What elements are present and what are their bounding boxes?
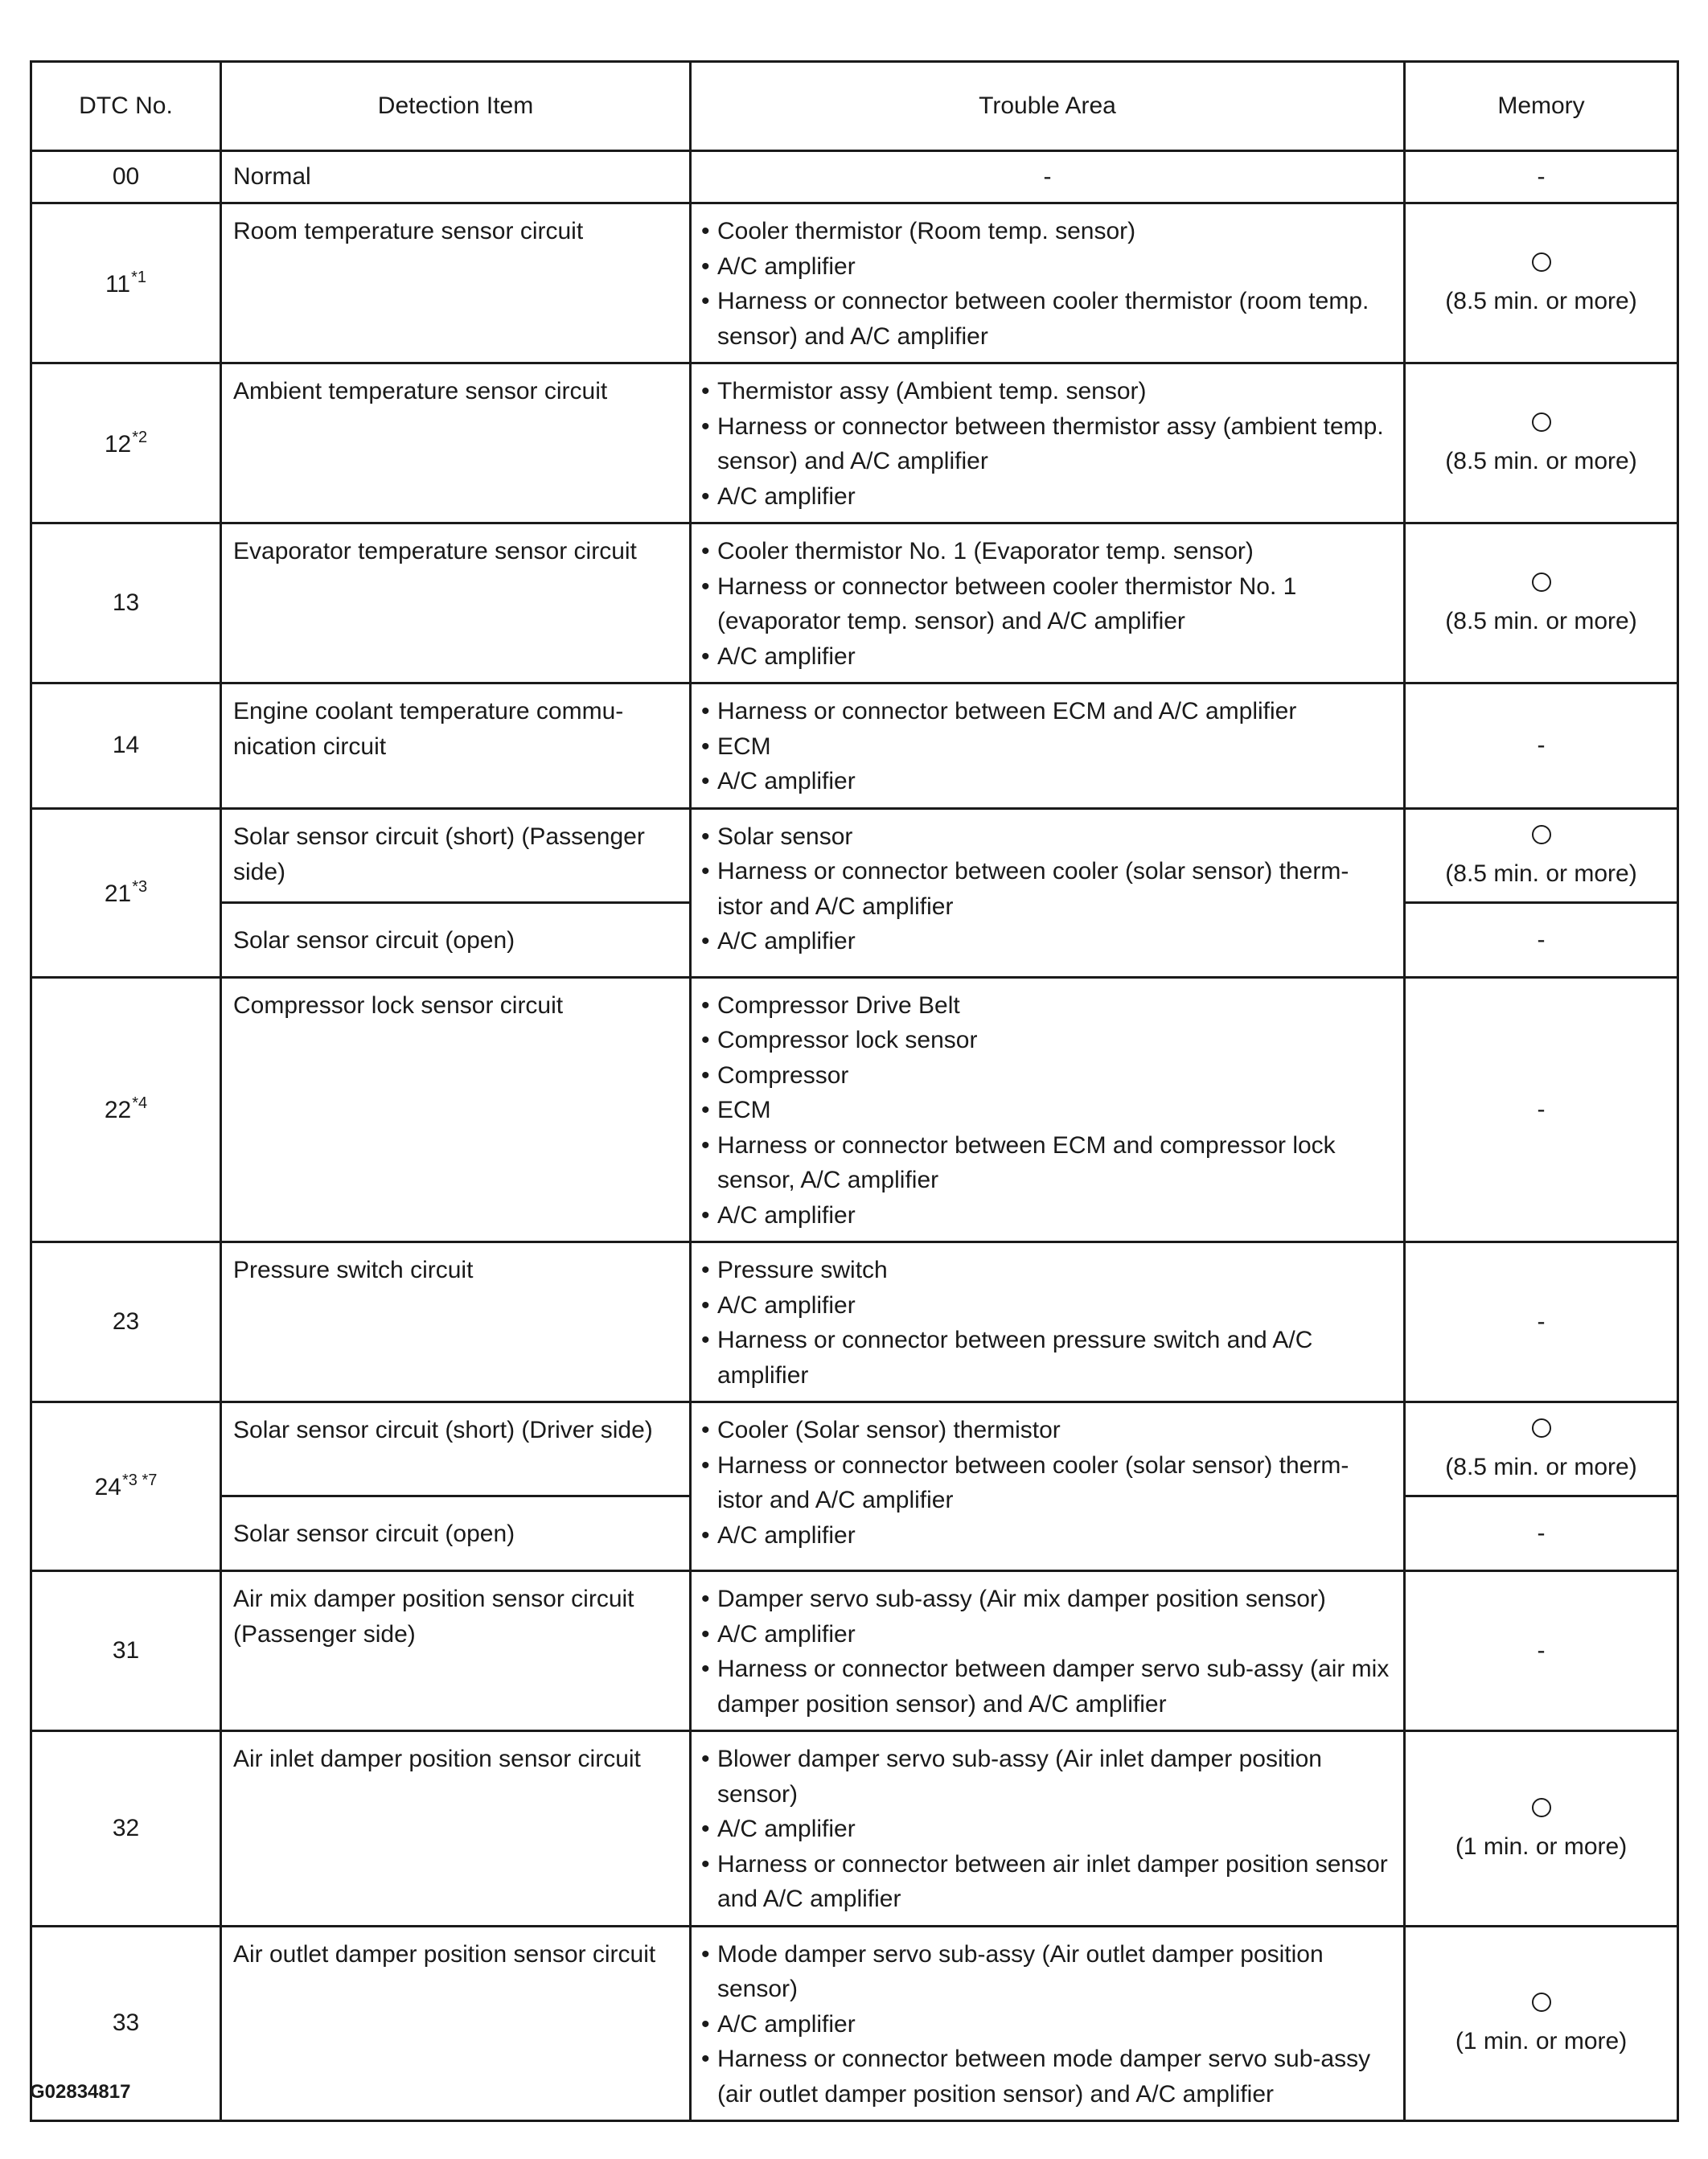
trouble-area-item: • A/C amplifier: [701, 764, 1394, 799]
trouble-area-list: [701, 1742, 1394, 1917]
trouble-area-item: • Solar sensor: [701, 819, 1394, 855]
memory-text: (1 min. or more): [1455, 1833, 1628, 1860]
trouble-area-item: • Mode damper servo sub-assy (Air outlet damper position sensor): [701, 1937, 1394, 2007]
memory-circle-icon: [1532, 573, 1551, 592]
trouble-area-item: • Harness or connector between pressure switch and A/C amplifier: [701, 1323, 1394, 1393]
dtc-code: [31, 977, 221, 1242]
trouble-area-item: • Harness or connector between cooler (solar sensor) therm-istor and A/C amplifier: [701, 854, 1394, 924]
memory-cell: [1405, 203, 1678, 363]
trouble-area-list: [701, 988, 1394, 1233]
memory-cell: [1405, 363, 1678, 523]
trouble-area: [691, 203, 1405, 363]
table-row: [31, 523, 1678, 683]
trouble-area-item: • A/C amplifier: [701, 1288, 1394, 1324]
memory-cell: [1405, 523, 1678, 683]
memory-text: -: [1537, 1308, 1546, 1335]
trouble-area-item: • ECM: [701, 729, 1394, 765]
dtc-code: [31, 363, 221, 523]
memory-circle-icon: [1532, 1798, 1551, 1817]
dtc-code: [31, 203, 221, 363]
detection-item: Air mix damper position sensor circuit (Passenger side): [221, 1571, 691, 1731]
figure-id: G02834817: [30, 2081, 131, 2103]
trouble-area-item: • Cooler (Solar sensor) thermistor: [701, 1413, 1394, 1448]
table-row: [31, 977, 1678, 1242]
table-row: [31, 808, 1678, 902]
trouble-area-list: [701, 374, 1394, 514]
trouble-area-list: [701, 214, 1394, 354]
trouble-area-item: • A/C amplifier: [701, 1812, 1394, 1847]
table-row: [31, 1402, 1678, 1496]
trouble-area-item: • Compressor: [701, 1058, 1394, 1094]
trouble-area: [691, 1402, 1405, 1571]
dtc-footnote-mark: *3: [132, 877, 148, 896]
trouble-area: [691, 1926, 1405, 2121]
memory-text: (8.5 min. or more): [1445, 288, 1637, 314]
detection-item: Solar sensor circuit (open): [221, 902, 691, 977]
header-memory: Memory: [1405, 62, 1678, 151]
trouble-area: [691, 1571, 1405, 1731]
table-row: [31, 1242, 1678, 1402]
dtc-code-text: 21: [104, 880, 132, 907]
trouble-area-item: • Pressure switch: [701, 1253, 1394, 1288]
detection-item: Compressor lock sensor circuit: [221, 977, 691, 1242]
trouble-area: [691, 151, 1405, 203]
trouble-area-item: • Damper servo sub-assy (Air mix damper position sensor): [701, 1582, 1394, 1617]
detection-item: Air outlet damper position sensor circuit: [221, 1926, 691, 2121]
trouble-area-list: [701, 1937, 1394, 2112]
trouble-area: [691, 1242, 1405, 1402]
memory-text: -: [1537, 1637, 1546, 1664]
trouble-area-item: • A/C amplifier: [701, 249, 1394, 285]
detection-item: Engine coolant temperature commu-nication circuit: [221, 683, 691, 809]
trouble-area-item: • Harness or connector between cooler (solar sensor) therm-istor and A/C amplifier: [701, 1448, 1394, 1518]
trouble-area-item: • Compressor lock sensor: [701, 1023, 1394, 1058]
detection-item: Pressure switch circuit: [221, 1242, 691, 1402]
memory-circle-icon: [1532, 1993, 1551, 2012]
dtc-code: [31, 1571, 221, 1731]
trouble-area-item: • A/C amplifier: [701, 1198, 1394, 1233]
table-row: [31, 1731, 1678, 1927]
detection-item: Evaporator temperature sensor circuit: [221, 523, 691, 683]
trouble-area-list: [701, 1253, 1394, 1393]
trouble-area-item: • Harness or connector between thermistor assy (ambient temp. sensor) and A/C amplifier: [701, 409, 1394, 479]
trouble-area-item: • Cooler thermistor (Room temp. sensor): [701, 214, 1394, 249]
dtc-code-text: 33: [112, 2009, 140, 2037]
memory-cell: [1405, 1242, 1678, 1402]
memory-cell: [1405, 1496, 1678, 1571]
trouble-area-item: • A/C amplifier: [701, 1617, 1394, 1652]
memory-circle-icon: [1532, 1418, 1551, 1438]
trouble-area-list: [701, 694, 1394, 799]
trouble-area-item: • Harness or connector between cooler thermistor No. 1 (evaporator temp. sensor) and A/C amplifier: [701, 569, 1394, 639]
detection-item: Solar sensor circuit (short) (Passenger side): [221, 808, 691, 902]
table-row: [31, 1926, 1678, 2121]
trouble-area-item: • ECM: [701, 1093, 1394, 1128]
dtc-code-text: 11: [105, 270, 131, 298]
dtc-code-text: 23: [112, 1308, 140, 1335]
trouble-area-item: • A/C amplifier: [701, 639, 1394, 675]
dtc-code-text: 22: [104, 1097, 132, 1124]
dtc-code: [31, 523, 221, 683]
table-row: [31, 203, 1678, 363]
trouble-area: [691, 1731, 1405, 1927]
trouble-area-item: • A/C amplifier: [701, 924, 1394, 959]
memory-cell: [1405, 683, 1678, 809]
memory-circle-icon: [1532, 252, 1551, 272]
memory-cell: [1405, 977, 1678, 1242]
trouble-area-list: [701, 534, 1394, 674]
trouble-area-item: • Compressor Drive Belt: [701, 988, 1394, 1024]
trouble-area-item: • Thermistor assy (Ambient temp. sensor): [701, 374, 1394, 409]
memory-cell: [1405, 151, 1678, 203]
trouble-area-item: • Blower damper servo sub-assy (Air inlet damper position sensor): [701, 1742, 1394, 1812]
dtc-code-text: 24: [94, 1474, 121, 1500]
dtc-footnote-mark: *4: [132, 1094, 148, 1113]
trouble-area-list: [701, 1582, 1394, 1722]
memory-text: -: [1537, 926, 1546, 953]
memory-text: (8.5 min. or more): [1445, 860, 1637, 887]
header-row: [31, 62, 1678, 151]
trouble-area: [691, 977, 1405, 1242]
trouble-area: [691, 363, 1405, 523]
trouble-area-item: • A/C amplifier: [701, 479, 1394, 515]
memory-circle-icon: [1532, 825, 1551, 844]
trouble-area: [691, 523, 1405, 683]
memory-text: (8.5 min. or more): [1445, 1454, 1637, 1480]
detection-item: Normal: [221, 151, 691, 203]
memory-text: (1 min. or more): [1455, 2028, 1628, 2055]
memory-text: -: [1537, 732, 1546, 759]
memory-cell: [1405, 1402, 1678, 1496]
dtc-footnote-mark: *3 *7: [122, 1471, 158, 1489]
table-row: [31, 363, 1678, 523]
dtc-code-text: 12: [104, 430, 132, 458]
trouble-area-item: • A/C amplifier: [701, 1518, 1394, 1554]
dtc-code: [31, 683, 221, 809]
memory-cell: [1405, 1731, 1678, 1927]
trouble-area-item: • A/C amplifier: [701, 2007, 1394, 2042]
memory-text: -: [1537, 1520, 1546, 1546]
table-row-normal: [31, 151, 1678, 203]
dtc-code-text: 13: [112, 589, 140, 616]
memory-text: -: [1537, 163, 1546, 190]
trouble-area-text: -: [1043, 163, 1052, 190]
trouble-area-list: [701, 1413, 1394, 1553]
detection-item: Air inlet damper position sensor circuit: [221, 1731, 691, 1927]
trouble-area-item: • Harness or connector between mode damper servo sub-assy (air outlet damper position sensor) and A/C amplifier: [701, 2042, 1394, 2112]
trouble-area-item: • Cooler thermistor No. 1 (Evaporator temp. sensor): [701, 534, 1394, 569]
detection-item: Solar sensor circuit (short) (Driver side): [221, 1402, 691, 1496]
trouble-area-list: [701, 819, 1394, 959]
dtc-footnote-mark: *2: [132, 428, 148, 446]
memory-circle-icon: [1532, 413, 1551, 432]
memory-text: (8.5 min. or more): [1445, 608, 1637, 634]
memory-cell: [1405, 1926, 1678, 2121]
trouble-area-item: • Harness or connector between ECM and A/C amplifier: [701, 694, 1394, 729]
memory-cell: [1405, 1571, 1678, 1731]
trouble-area-item: • Harness or connector between damper servo sub-assy (air mix damper position sensor) and A/C amplifier: [701, 1652, 1394, 1722]
table-row: [31, 1571, 1678, 1731]
dtc-table: [30, 60, 1679, 2122]
header-detection-item: Detection Item: [221, 62, 691, 151]
header-dtc-no: DTC No.: [31, 62, 221, 151]
dtc-code-text: 14: [112, 732, 140, 759]
detection-item: Room temperature sensor circuit: [221, 203, 691, 363]
memory-cell: [1405, 808, 1678, 902]
trouble-area-item: • Harness or connector between air inlet damper position sensor and A/C amplifier: [701, 1847, 1394, 1917]
memory-text: -: [1537, 1095, 1546, 1123]
detection-item: Ambient temperature sensor circuit: [221, 363, 691, 523]
dtc-code: [31, 1242, 221, 1402]
table-row: [31, 683, 1678, 809]
memory-cell: [1405, 902, 1678, 977]
dtc-code: [31, 1731, 221, 1927]
trouble-area-item: • Harness or connector between cooler thermistor (room temp. sensor) and A/C amplifier: [701, 284, 1394, 354]
trouble-area: [691, 683, 1405, 809]
memory-text: (8.5 min. or more): [1445, 448, 1637, 474]
dtc-code: [31, 808, 221, 977]
trouble-area: [691, 808, 1405, 977]
trouble-area-item: • Harness or connector between ECM and compressor lock sensor, A/C amplifier: [701, 1128, 1394, 1198]
dtc-code-text: 32: [112, 1814, 140, 1841]
dtc-code-text: 31: [112, 1637, 140, 1664]
detection-item: Solar sensor circuit (open): [221, 1496, 691, 1571]
dtc-code: 00: [31, 151, 221, 203]
dtc-footnote-mark: *1: [131, 268, 147, 286]
dtc-code: [31, 1402, 221, 1571]
header-trouble-area: Trouble Area: [691, 62, 1405, 151]
